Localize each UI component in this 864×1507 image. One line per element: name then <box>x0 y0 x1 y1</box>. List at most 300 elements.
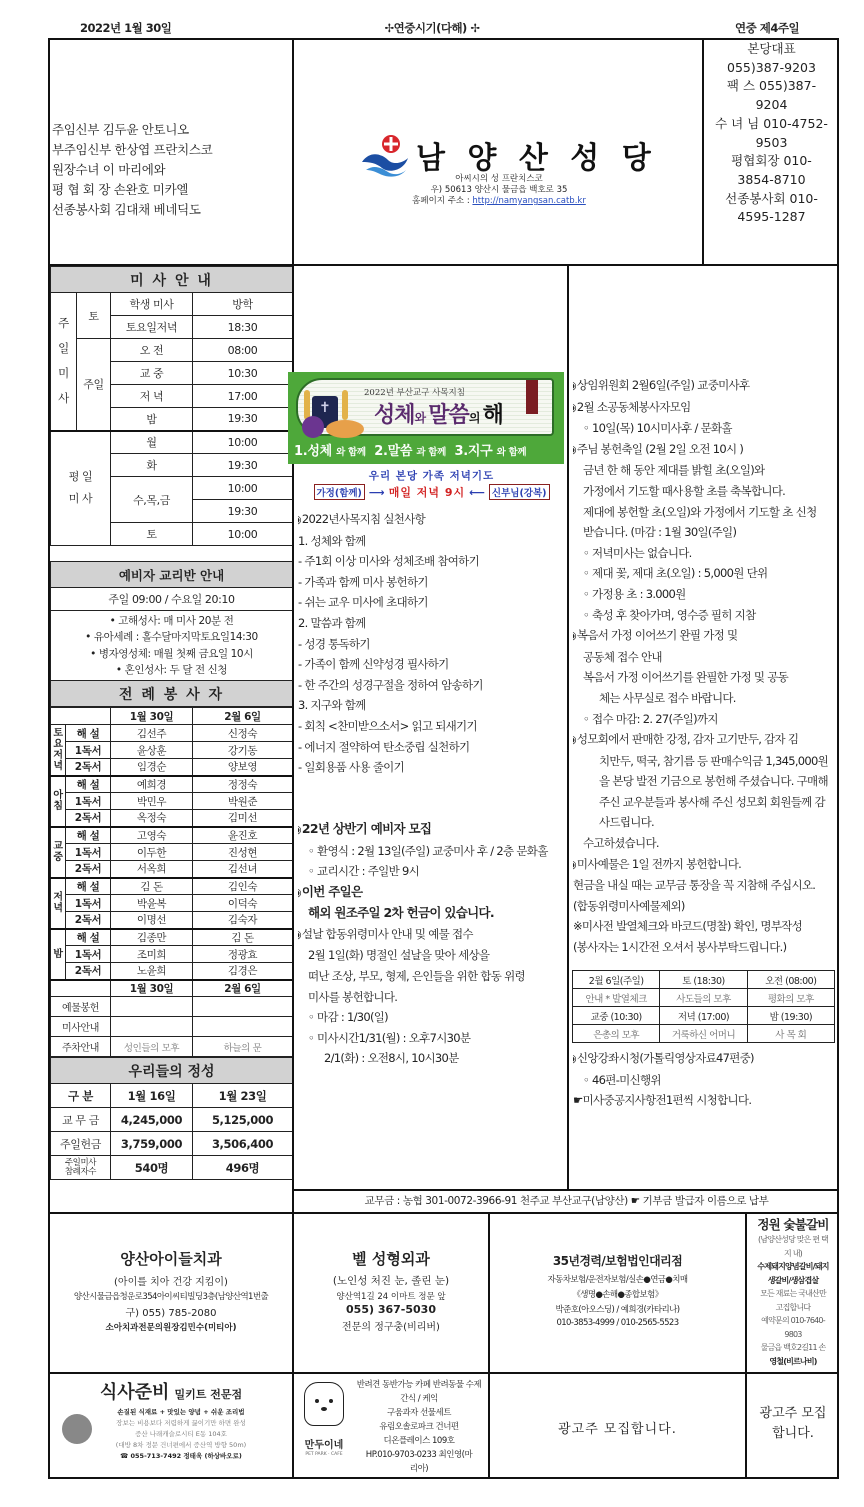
notice-line: 을 본당 발전 기금으로 봉헌해 주셨습니다. 구매해 <box>599 774 828 789</box>
table-row <box>51 895 293 912</box>
mass-group-label: 토 요 저 녁 <box>51 725 66 776</box>
ad-line: 전문의 정구충(비리버) <box>342 1322 440 1333</box>
notice-line: (봉사자는 1시간전 오셔서 봉사부탁드립니다.) <box>573 940 787 955</box>
table-row <box>573 1025 835 1043</box>
notice-line: ◦ 미사시간1/31(월) : 오후7시30분 <box>298 1028 568 1049</box>
table-row <box>51 878 293 895</box>
mass-guide-table <box>50 266 293 707</box>
ad-logo: 만두이네 <box>304 1440 344 1451</box>
minister-cell: 김인숙 <box>193 878 293 895</box>
ad-title: 식사준비 <box>99 1382 170 1403</box>
role-cell: 해 설 <box>66 725 111 742</box>
ad-line: 지 내) <box>784 1248 802 1258</box>
ad-line: 자동차보험/운전자보험/실손●연금●치매 <box>547 1275 688 1285</box>
prayer-priest: 신부님(강복) <box>489 484 550 500</box>
mass-name: 교 중 <box>111 362 193 385</box>
table-row <box>51 725 293 742</box>
notice-line: - 한 주간의 성경구절을 정하여 암송하기 <box>298 677 483 692</box>
parish-patron: 아씨시의 성 프란치스코 <box>455 174 543 184</box>
mass-time: 방학 <box>193 293 293 316</box>
label-char: 일 <box>58 341 69 356</box>
middle-notices <box>298 509 568 1069</box>
offering-value: 540명 <box>111 1156 193 1180</box>
liturgical-season: ✢연중시기(다해) ✢ <box>384 21 480 35</box>
duty-cell: 밤 (19:30) <box>747 1007 834 1025</box>
mass-time: 19:30 <box>193 500 293 523</box>
minister-cell: 김선녀 <box>193 861 293 878</box>
parish-header <box>292 40 702 264</box>
notice-line: ☛미사중공지사항전1편씩 시청합니다. <box>573 1093 752 1108</box>
minister-cell: 김선주 <box>111 725 193 742</box>
notice-line: ◉ 상임위원회 2월6일(주일) 교중미사후 <box>573 375 839 397</box>
offering-value: 4,245,000 <box>111 1108 193 1132</box>
ad-subtitle: 밀키트 전문점 <box>174 1388 243 1401</box>
notice-line: 치만두, 떡국, 참기름 등 판매수익금 1,345,000원 <box>599 753 829 768</box>
notice-line: ◦ 46편-미신행위 <box>573 1070 839 1091</box>
role-cell: 주차안내 <box>51 1037 111 1057</box>
notice-line: - 가족이 함께 신약성경 필사하기 <box>298 657 449 672</box>
banner-subtitle: 2022년 부산교구 사목지침 <box>364 388 465 398</box>
minister-cell: 이명선 <box>111 912 193 929</box>
ad-title: 35년경력/보험법인대리점 <box>552 1254 683 1268</box>
notice-line: ◦ 저녁미사는 없습니다. <box>573 543 839 564</box>
notice-line: 사드립니다. <box>599 815 654 830</box>
mass-time: 10:00 <box>193 431 293 454</box>
minister-cell: 하늘의 문 <box>193 1037 293 1057</box>
notice-line: 금년 한 해 동안 제대를 밝힐 초(오일)와 <box>583 463 765 478</box>
ad-recruit-2 <box>745 1372 839 1479</box>
ad-insurance <box>488 1212 745 1372</box>
minister-cell: 신정숙 <box>193 725 293 742</box>
table-row <box>51 1108 293 1132</box>
notice-line: 제대에 봉헌할 초(오일)와 가정에서 기도할 초 신청 <box>583 504 817 519</box>
role-cell: 1독서 <box>66 793 111 810</box>
minister-cell: 박민우 <box>111 793 193 810</box>
middle-column <box>292 264 567 1190</box>
table-row <box>51 844 293 861</box>
notice-line: ※미사전 발열체크와 바코드(명찰) 확인, 명부작성 <box>573 919 803 934</box>
mass-name: 화 <box>111 454 193 477</box>
ad-line: 소아치과전문의원장김민수(미티아) <box>105 1323 237 1333</box>
minister-cell: 정광효 <box>193 946 293 963</box>
role-cell: 2독서 <box>66 810 111 827</box>
mass-name: 학생 미사 <box>111 293 193 316</box>
notice-line: 받습니다. (마감 : 1월 30일(주일) <box>583 525 737 540</box>
notice-line: ◉ 미사예물은 1일 전까지 봉헌합니다. <box>573 854 839 876</box>
table-row <box>573 1007 835 1025</box>
role-cell: 2독서 <box>66 861 111 878</box>
homepage-label: 홈페이지 주소 : <box>412 196 473 206</box>
minister-cell: 김종만 <box>111 929 193 946</box>
table-row <box>51 827 293 844</box>
wave-cross-logo-icon <box>360 132 410 178</box>
minister-cell: 예희경 <box>111 776 193 793</box>
ad-line: 반려견 동반가능 카페 반려동물 수제 <box>356 1380 482 1390</box>
minister-cell: 노윤희 <box>111 963 193 980</box>
label-char: 미 <box>58 366 69 381</box>
notice-line: ◦ 교리시간 : 주일반 9시 <box>298 861 568 882</box>
table-row <box>51 742 293 759</box>
note-line: • 병자영성체: 매월 첫째 금요일 10시 <box>90 647 253 660</box>
banner-word: 해 <box>482 402 503 428</box>
grape-icon <box>302 416 324 438</box>
duty-cell: 거룩하신 어머니 <box>660 1025 747 1043</box>
clergy-item: 평 협 회 장 손완호 미카엘 <box>52 182 189 197</box>
arrow-left-icon: ⟵ <box>469 485 485 499</box>
minister-cell: 이두한 <box>111 844 193 861</box>
table-row <box>51 997 293 1017</box>
minister-cell: 김 돈 <box>193 929 293 946</box>
mass-name: 밤 <box>111 408 193 431</box>
bulletin-frame <box>48 38 839 1479</box>
offering-label: 주일헌금 <box>51 1132 111 1156</box>
notice-line: (합동위령미사예물제외) <box>573 898 685 913</box>
notice-line: 주신 교우분들과 봉사해 주신 성모회 회원들께 감 <box>599 794 825 809</box>
mass-time: 19:30 <box>193 408 293 431</box>
notice-line: 체는 사무실로 접수 바랍니다. <box>599 690 736 705</box>
notice-line: - 쉬는 교우 미사에 초대하기 <box>298 595 428 610</box>
notice-line: 가정에서 기도할 때사용할 초를 축복합니다. <box>583 483 786 498</box>
duty-cell: 교중 (10:30) <box>573 1007 660 1025</box>
ad-line: 모든 재료는 국내산만 <box>760 1289 826 1298</box>
minister-cell: 정정숙 <box>193 776 293 793</box>
offering-value: 5,125,000 <box>193 1108 293 1132</box>
motto-item: 1.성체 <box>294 444 332 459</box>
motto-item: 3.지구 <box>454 444 493 459</box>
role-cell: 2독서 <box>66 912 111 929</box>
notice-line: ◦ 가정용 초 : 3.000원 <box>573 584 839 605</box>
contact-line: 선종봉사회 010- <box>725 190 818 206</box>
contact-list <box>702 40 839 264</box>
notice-line: ◦ 접수 마감: 2. 27(주일)까지 <box>573 709 839 730</box>
notice-line: 1. 성체와 함께 <box>298 533 366 548</box>
contact-line: 4595-1287 <box>737 209 806 225</box>
minister-cell: 윤진호 <box>193 827 293 844</box>
minister-cell: 김경은 <box>193 963 293 980</box>
mass-name: 월 <box>111 431 193 454</box>
ad-line: HP.010-9703-0233 최인영(마 <box>365 1450 473 1460</box>
ad-line: (노인성 처진 눈, 졸린 눈) <box>332 1275 450 1287</box>
role-cell: 1독서 <box>66 742 111 759</box>
parish-logo <box>360 132 657 178</box>
ad-bbq <box>745 1212 839 1372</box>
sacrament-notes <box>51 611 293 681</box>
mass-name: 오 전 <box>111 339 193 362</box>
liturgical-week: 연중 제4주일 <box>735 21 800 35</box>
role-cell: 미사안내 <box>51 1017 111 1037</box>
date-header: 1월 30일 <box>111 980 193 997</box>
mass-time: 10:00 <box>193 477 293 500</box>
offering-header: 1월 16일 <box>111 1084 193 1108</box>
minister-cell: 고영숙 <box>111 827 193 844</box>
ad-lines <box>350 1378 488 1476</box>
offering-title: 우리들의 정성 <box>51 1058 293 1084</box>
clergy-item: 원장수녀 이 마리에와 <box>52 162 166 177</box>
duty-cell: 오전 (08:00) <box>747 971 834 989</box>
minister-cell: 김숙자 <box>193 912 293 929</box>
minister-cell: 양보영 <box>193 759 293 776</box>
notice-line: ◉ 복음서 가정 이어쓰기 완필 가정 및 <box>573 625 839 647</box>
parish-name: 남 양 산 성 당 <box>416 141 657 176</box>
notice-line: ◉ 2월 소공동체봉사자모임 <box>573 397 839 419</box>
ad-line: 예약문의 010-7640- <box>761 1316 825 1325</box>
date-header: 2월 6일 <box>193 980 293 997</box>
arrow-right-icon: ⟶ <box>368 485 385 499</box>
pastoral-banner <box>288 372 564 464</box>
contact-line: 055)387-9203 <box>727 59 816 75</box>
ad-line: 구움과자 선물세트 <box>387 1408 451 1418</box>
mass-name: 수,목,금 <box>111 477 193 523</box>
ad-line: 리아) <box>409 1464 429 1474</box>
right-column <box>567 264 839 1190</box>
notice-line: ◉ 22년 상반기 예비자 모집 <box>298 819 568 841</box>
blank-cell <box>51 708 111 725</box>
banner-word: 의 <box>468 411 483 425</box>
ad-line: 고집합니다 <box>775 1302 811 1312</box>
notice-line: 해외 원조주일 2차 헌금이 있습니다. <box>308 905 494 921</box>
parish-homepage <box>294 196 704 207</box>
role-cell: 1독서 <box>66 844 111 861</box>
saturday-label: 토 <box>77 293 111 339</box>
offering-label: 교 무 금 <box>51 1108 111 1132</box>
notice-line: 현금을 내실 때는 교무금 통장을 꼭 지참해 주십시오. <box>573 878 816 893</box>
left-column <box>50 264 292 1190</box>
minister-cell <box>111 997 193 1017</box>
banner-word: 성체 <box>374 402 415 428</box>
family-prayer <box>294 468 569 504</box>
notice-line: 미사를 봉헌합니다. <box>308 989 398 1004</box>
note-line: • 유아세례 : 홀수달마지막토요일14:30 <box>85 631 258 643</box>
notice-line: ◦ 10일(목) 10시미사후 / 문화홀 <box>573 418 839 439</box>
ministers-table <box>50 707 293 1057</box>
mass-time: 17:00 <box>193 385 293 408</box>
mass-group-label: 저 녁 <box>51 878 66 929</box>
notice-line: ◉ 설날 합동위령미사 안내 및 예물 접수 <box>298 924 568 946</box>
role-cell: 1독서 <box>66 946 111 963</box>
ad-recruit-1: 광고주 모집합니다. <box>488 1372 745 1479</box>
mass-time: 08:00 <box>193 339 293 362</box>
label-line: 미 사 <box>68 492 93 506</box>
wheat-icon <box>342 390 348 420</box>
offering-label: 주일미사 참례자수 <box>51 1156 111 1180</box>
ad-mealkit <box>50 1372 292 1479</box>
notice-line: ◦ 환영식 : 2월 13일(주일) 교중미사 후 / 2층 문화홀 <box>298 841 568 862</box>
ad-title: 벨 성형외과 <box>352 1250 430 1268</box>
ad-line: 생갈비/생삼겹살 <box>767 1275 819 1285</box>
bulletin-date: 2022년 1월 30일 <box>80 21 172 35</box>
note-line: • 고해성사: 매 미사 20분 전 <box>109 614 234 627</box>
ad-line: 손질된 식재료 + 맛있는 양념 + 쉬운 조리법 <box>117 1408 245 1416</box>
ad-logo-sub: PET PARK · CAFE <box>305 1452 343 1457</box>
notice-line: 2월 1일(화) 명절인 설날을 맞아 세상을 <box>308 948 490 963</box>
notice-line: ◦ 축성 후 찾아가며, 영수증 필히 지참 <box>573 605 839 626</box>
clergy-list <box>50 40 292 264</box>
notice-line: 수고하셨습니다. <box>583 836 659 851</box>
homepage-link[interactable]: http://namyangsan.catb.kr <box>472 196 586 206</box>
motto-item: 2.말씀 <box>374 444 413 459</box>
label-char: 사 <box>58 391 69 406</box>
table-row <box>51 793 293 810</box>
clergy-item: 부주임신부 한상엽 프란치스코 <box>52 142 213 157</box>
contact-line: 9204 <box>755 97 788 113</box>
table-row <box>51 1132 293 1156</box>
table-row <box>51 912 293 929</box>
duty-cell: 토 (18:30) <box>660 971 747 989</box>
role-cell: 2독서 <box>66 963 111 980</box>
notice-line: ◦ 제대 꽃, 제대 초(오일) : 5,000원 단위 <box>573 563 839 584</box>
mass-time: 19:30 <box>193 454 293 477</box>
mass-time: 10:30 <box>193 362 293 385</box>
mass-name: 토요일저녁 <box>111 316 193 339</box>
ad-dental <box>50 1212 292 1372</box>
duty-cell: 사 목 회 <box>747 1025 834 1043</box>
notice-line <box>298 778 568 799</box>
motto-item: 와 함께 <box>336 447 366 458</box>
notice-line: - 성경 통독하기 <box>298 636 370 651</box>
dog-mascot-icon <box>304 1382 344 1426</box>
ad-line: 합니다. <box>772 1426 814 1441</box>
mass-time: 10:00 <box>193 523 293 546</box>
minister-cell: 김 돈 <box>111 878 193 895</box>
notice-line: - 가족과 함께 미사 봉헌하기 <box>298 574 428 589</box>
table-row <box>51 759 293 776</box>
label-char: 주 <box>58 316 69 331</box>
notice-line: 2. 말씀과 함께 <box>298 615 366 630</box>
minister-cell: 조미희 <box>111 946 193 963</box>
notice-line: 떠난 조상, 부모, 형제, 은인들을 위한 합동 위령 <box>308 969 525 984</box>
ad-line: (대방 8차 정문 건너편에서 증산역 방향 50m) <box>115 1441 247 1449</box>
banner-word: 와 <box>414 411 429 425</box>
blank-cell <box>51 980 111 997</box>
table-row <box>51 1037 293 1057</box>
contact-line: 9503 <box>755 134 788 150</box>
notice-line: 공동체 접수 안내 <box>583 649 662 664</box>
ad-line: 010-3853-4999 / 010-2565-5523 <box>556 1318 679 1328</box>
duty-cell: 저녁 (17:00) <box>660 1007 747 1025</box>
ad-line: 장보는 비용보다 저렴하게 끓이기만 하면 완성 <box>116 1419 246 1427</box>
notice-line: ◉ 주님 봉헌축일 (2월 2일 오전 10시 ) <box>573 439 839 461</box>
ad-line: 유림오솔로파크 건너편 <box>379 1422 459 1432</box>
offering-value: 3,759,000 <box>111 1132 193 1156</box>
notice-line: - 회칙 <찬미받으소서> 읽고 되새기기 <box>298 718 477 733</box>
ad-petcafe <box>292 1372 488 1479</box>
offering-header: 1월 23일 <box>193 1084 293 1108</box>
notice-line: - 주1회 이상 미사와 성체조배 참여하기 <box>298 554 479 569</box>
table-row <box>51 861 293 878</box>
table-row <box>51 946 293 963</box>
banner-motto <box>294 440 526 459</box>
ad-line: 물금읍 백호2길11 손 <box>760 1343 826 1352</box>
minister-cell: 박원준 <box>193 793 293 810</box>
notice-line: ◉ 성모회에서 판매한 강정, 감자 고기만두, 감자 김 <box>573 729 839 751</box>
ad-line: 간식 / 케익 <box>400 1394 438 1404</box>
ad-line: 양산시물금읍청운로354아이씨티빌딩3층(남양산역1번출 <box>73 1292 269 1302</box>
offering-value: 3,506,400 <box>193 1132 293 1156</box>
table-row <box>51 1156 293 1180</box>
mass-guide-title: 미 사 안 내 <box>51 267 293 293</box>
sunday-mass-label <box>51 293 77 431</box>
offering-header: 구 분 <box>51 1084 111 1108</box>
contact-line: 3854-8710 <box>737 171 806 187</box>
minister-cell: 진성현 <box>193 844 293 861</box>
minister-cell: 이덕숙 <box>193 895 293 912</box>
ad-title: 정원 숯불갈비 <box>757 1217 829 1232</box>
ad-line: ☎ 055-713-7492 정태욱 (하상바오로) <box>120 1452 242 1460</box>
mass-group-label: 아 침 <box>51 776 66 827</box>
notice-line <box>298 798 568 819</box>
table-row <box>573 989 835 1007</box>
motto-item: 과 함께 <box>416 447 447 458</box>
minister-cell: 임경순 <box>111 759 193 776</box>
ad-line: (남양산성당 맞은 편 택 <box>758 1235 828 1244</box>
ad-line: 광고주 모집 <box>759 1406 827 1421</box>
table-row <box>51 963 293 980</box>
ad-line: 박준호(아오스딩) / 예희경(카타리나) <box>555 1305 680 1315</box>
mass-time: 18:30 <box>193 316 293 339</box>
mass-name: 저 녁 <box>111 385 193 408</box>
role-cell: 1독서 <box>66 895 111 912</box>
role-cell: 예물봉헌 <box>51 997 111 1017</box>
ad-line: 《생명●손해●종합보험》 <box>572 1290 663 1300</box>
motto-item: 와 함께 <box>496 447 527 458</box>
minister-cell: 서옥희 <box>111 861 193 878</box>
ad-line: 9803 <box>784 1329 802 1339</box>
notice-line: ◉ 이번 주일은 <box>298 882 568 904</box>
ad-line: 디온플레이스 109호 <box>383 1436 455 1446</box>
contact-line: 본당대표 <box>747 41 796 56</box>
clergy-item: 주임신부 김두윤 안토니오 <box>52 122 189 137</box>
duty-cell: 사도들의 모후 <box>660 989 747 1007</box>
notice-line: - 에너지 절약하여 탄소중립 실천하기 <box>298 739 470 754</box>
pan-icon <box>62 1414 92 1444</box>
ad-line: 증산 나래캐슬로시티 E동 104호 <box>135 1430 227 1438</box>
bookmark-icon <box>526 380 538 414</box>
minister-cell: 김미선 <box>193 810 293 827</box>
notice-line: 2/1(화) : 오전8시, 10시30분 <box>324 1051 459 1066</box>
duty-cell: 안내 * 발열체크 <box>573 989 660 1007</box>
minister-cell: 박윤복 <box>111 895 193 912</box>
parish-address: 우) 50613 양산시 물금읍 백호로 35 <box>430 185 568 195</box>
notice-line: ◉ 신앙강좌시청(가톨릭영상자료47편중) <box>573 1048 839 1070</box>
bank-account: 교무금 : 농협 301-0072-3966-91 천주교 부산교구(남양산) ☛ 기부금 발급자 이름으로 납부 <box>292 1189 839 1212</box>
ministers-title: 전 례 봉 사 자 <box>51 681 293 707</box>
banner-word: 말씀 <box>428 402 469 428</box>
banner-panel <box>296 378 554 436</box>
mass-group-label: 교 중 <box>51 827 66 878</box>
prayer-title: 우리 본당 가족 저녁기도 <box>368 470 495 482</box>
ad-title: 양산아이들치과 <box>120 1250 222 1268</box>
contact-line: 평협회장 010- <box>731 153 812 169</box>
minister-cell: 옥정숙 <box>111 810 193 827</box>
notice-line: 복음서 가정 이어쓰기를 완필한 가정 및 공동 <box>583 670 789 685</box>
duty-cell: 2월 6일(주일) <box>573 971 660 989</box>
sunday-label: 주일 <box>77 339 111 431</box>
table-row <box>51 776 293 793</box>
table-row <box>51 929 293 946</box>
role-cell: 2독서 <box>66 759 111 776</box>
right-notices <box>573 375 839 958</box>
mass-group-label: 밤 <box>51 929 66 980</box>
weekday-mass-label <box>51 431 111 546</box>
date-header: 2월 6일 <box>193 708 293 725</box>
contact-line: 팩 스 055)387- <box>726 78 817 94</box>
notice-line: ◉ 2022년사목지침 실천사항 <box>298 509 568 531</box>
role-cell: 해 설 <box>66 878 111 895</box>
mass-name: 토 <box>111 523 193 546</box>
table-row <box>51 1017 293 1037</box>
clergy-item: 선종봉사회 김대채 베네딕도 <box>52 202 201 217</box>
date-header: 1월 30일 <box>111 708 193 725</box>
